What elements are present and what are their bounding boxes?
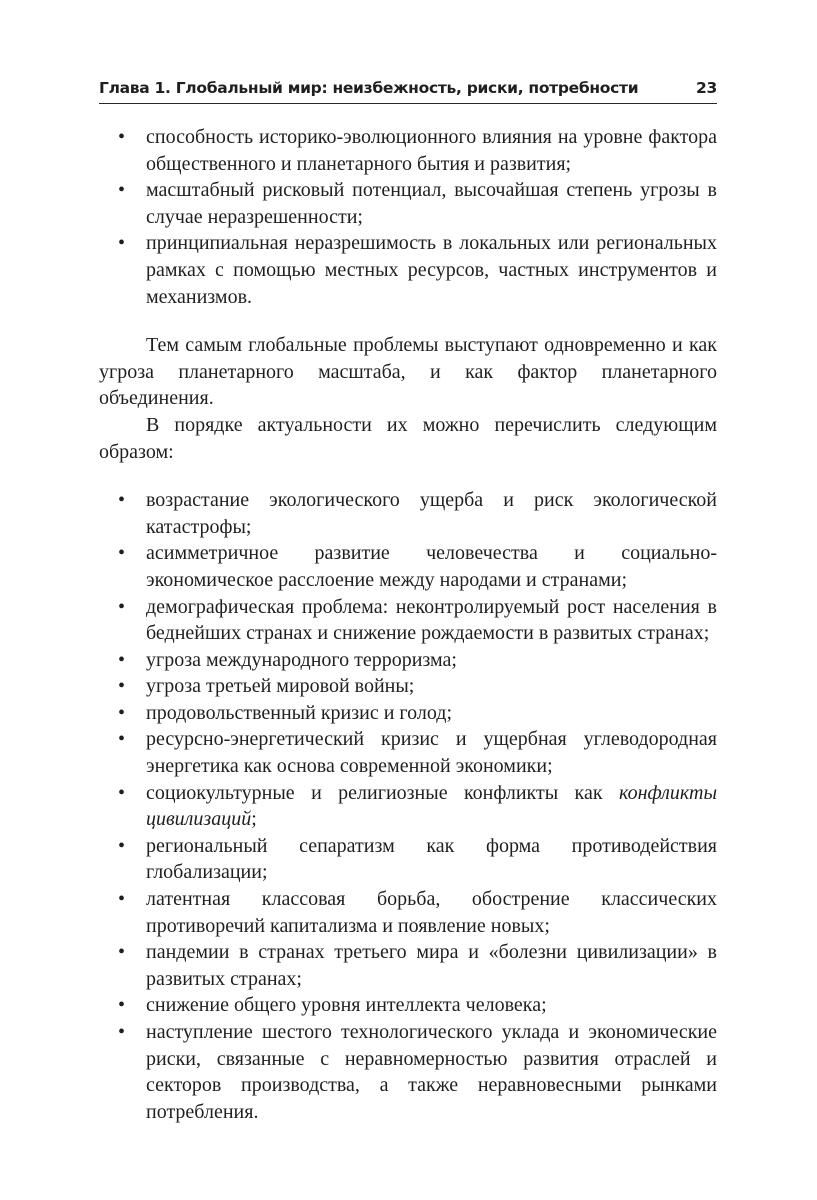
- bullet-icon: •: [118, 728, 126, 751]
- list-item: [99, 230, 717, 310]
- list-item: [99, 833, 717, 886]
- list-item: [99, 939, 717, 992]
- paragraph: В порядке актуальности их можно перечислить следующим образом:: [99, 413, 717, 463]
- list-item-text: латентная классовая борьба, обострение классических противоречий капитализма и появление новых;: [146, 888, 717, 937]
- list-item-text-start: социокультурные и религиозные конфликты как: [146, 781, 619, 804]
- list-item-text-end: ;: [251, 808, 257, 831]
- bullet-icon: •: [118, 126, 126, 148]
- list-item-text: угроза третьей мировой войны;: [146, 675, 415, 698]
- list-item: [99, 886, 717, 939]
- bullet-icon: •: [118, 179, 126, 202]
- bullet-icon: •: [118, 701, 126, 724]
- list-item-text: [146, 782, 717, 831]
- page-number: 23: [696, 79, 717, 97]
- list-item-text: демографическая проблема: неконтролируемый рост населения в беднейших странах и снижение рождаемости в развитых странах;: [146, 595, 717, 645]
- list-item: [99, 780, 717, 833]
- running-header: [99, 77, 717, 104]
- list-item-text: возрастание экологического ущерба и риск экологической катастрофы;: [146, 489, 717, 538]
- bullet-icon: •: [118, 675, 126, 698]
- list-item-text: региональный сепаратизм как форма противодействия глобализации;: [146, 834, 717, 884]
- list-item-text: масштабный рисковый потенциал, высочайшая степень угрозы в случае неразрешенности;: [146, 179, 717, 228]
- list-item-text: наступление шестого технологического уклада и экономические риски, связанные с неравномерностью развития отраслей и секторов производства, а также неравновесными рынками потребления.: [146, 1021, 717, 1123]
- list-item: [99, 487, 717, 540]
- list-item: [99, 177, 717, 230]
- global-problems-list: [99, 487, 717, 1125]
- body-text: [99, 124, 717, 1125]
- list-item-text: угроза международного терроризма;: [146, 648, 457, 671]
- bullet-icon: •: [118, 994, 126, 1017]
- bullet-icon: •: [118, 888, 126, 911]
- list-item-text: способность историко-эволюционного влияния на уровне фактора общественного и планетарного бытия и развития;: [146, 126, 717, 175]
- paragraph: Тем самым глобальные проблемы выступают одновременно и как угроза планетарного масштаба, и как фактор планетарного объединения.: [99, 334, 717, 410]
- list-item-text: принципиальная неразрешимость в локальных или региональных рамках с помощью местных ресурсов, частных инструментов и механизмов.: [146, 232, 717, 308]
- list-item: [99, 124, 717, 177]
- list-item-text: снижение общего уровня интеллекта человека;: [146, 994, 547, 1017]
- list-item-text: продовольственный кризис и голод;: [146, 701, 452, 724]
- list-item: [99, 726, 717, 779]
- list-item-text: асимметричное развитие человечества и социально-экономическое расслоение между народами и странами;: [146, 542, 717, 591]
- bullet-icon: •: [118, 1021, 126, 1043]
- list-item: [99, 673, 717, 700]
- list-item-text: ресурсно-энергетический кризис и ущербная углеводородная энергетика как основа современной экономики;: [146, 728, 717, 778]
- list-item: [99, 540, 717, 593]
- list-item: [99, 594, 717, 647]
- list-item: [99, 1019, 717, 1125]
- bullet-icon: •: [118, 232, 126, 255]
- chapter-title: Глава 1. Глобальный мир: неизбежность, риски, потребности: [99, 79, 639, 97]
- emphasized-term: конфликты цивилизаций: [146, 781, 717, 831]
- bullet-icon: •: [118, 595, 126, 618]
- bullet-icon: •: [118, 542, 126, 565]
- bullet-icon: •: [118, 941, 126, 964]
- bullet-icon: •: [118, 489, 126, 512]
- bullet-icon: •: [118, 781, 126, 804]
- list-item: [99, 700, 717, 727]
- criteria-list: [99, 124, 717, 310]
- list-item-text: пандемии в странах третьего мира и «болезни цивилизации» в развитых странах;: [146, 941, 717, 990]
- list-item: [99, 647, 717, 674]
- bullet-icon: •: [118, 648, 126, 671]
- bullet-icon: •: [118, 834, 126, 857]
- list-item: [99, 992, 717, 1019]
